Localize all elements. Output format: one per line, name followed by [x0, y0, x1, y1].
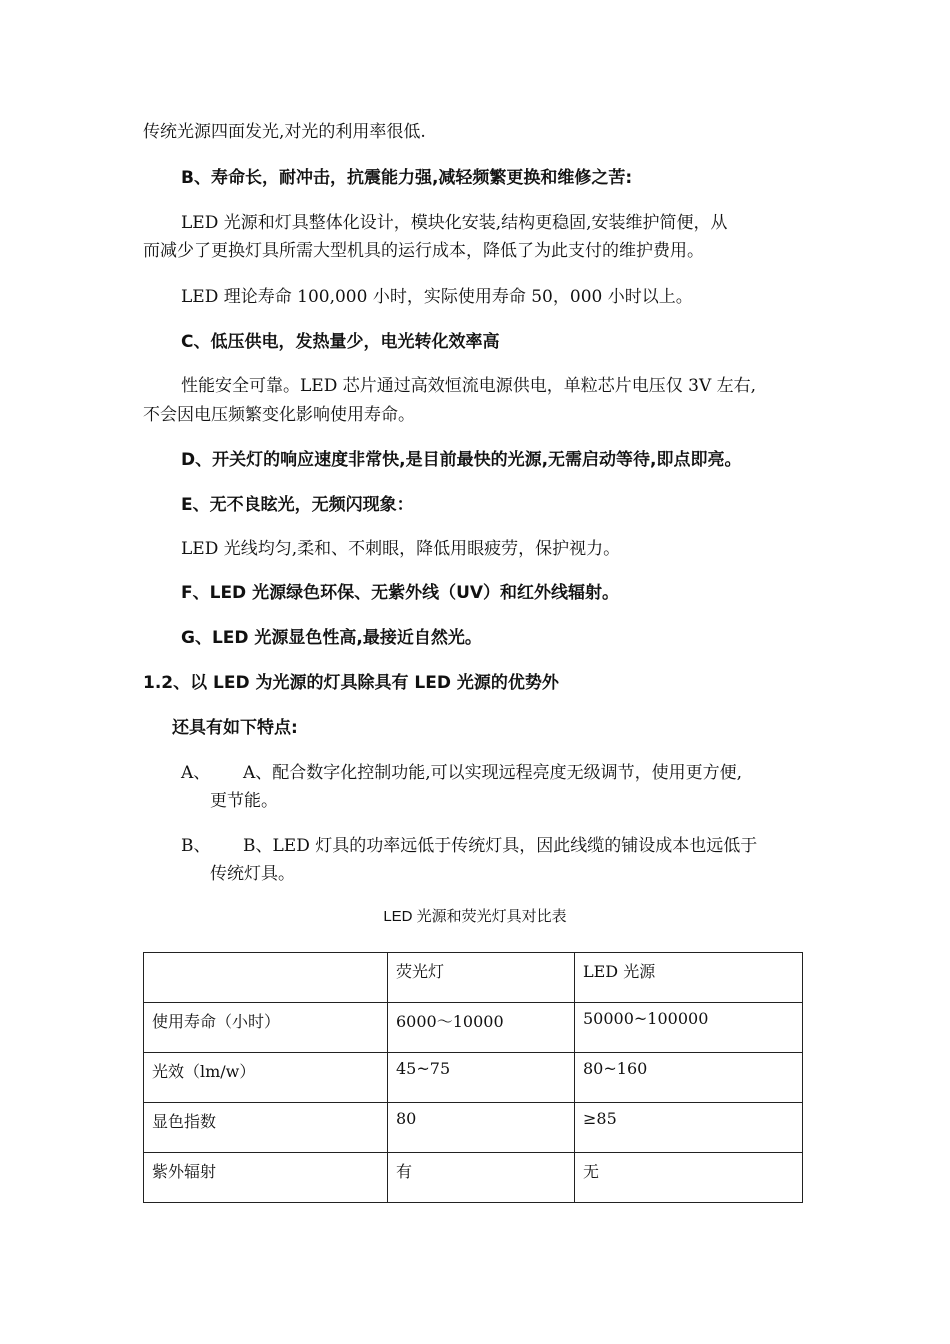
table-cell: 80 [388, 1103, 575, 1153]
section-heading-d: D、开关灯的响应速度非常快,是目前最快的光源,无需启动等待,即点即亮。 [181, 450, 742, 470]
table-cell: 无 [575, 1153, 803, 1203]
table-row [144, 1103, 803, 1153]
section-heading-c: C、低压供电，发热量少，电光转化效率高 [181, 332, 500, 352]
header-cell [144, 953, 388, 1003]
list-item-text: A、配合数字化控制功能,可以实现远程亮度无级调节，使用更方便, [243, 763, 743, 783]
table-caption: LED 光源和荧光灯具对比表 [383, 908, 567, 925]
table-cell: 6000～10000 [388, 1003, 575, 1053]
paragraph: 传统光源四面发光,对光的利用率很低. [143, 122, 426, 142]
table-cell: 50000~100000 [575, 1003, 803, 1053]
section-heading-b: B、寿命长，耐冲击，抗震能力强,减轻频繁更换和维修之苦: [181, 168, 633, 188]
list-item-text: 更节能。 [210, 791, 278, 811]
paragraph: LED 光线均匀,柔和、不刺眼，降低用眼疲劳，保护视力。 [181, 539, 621, 559]
table-cell: 显色指数 [144, 1103, 388, 1153]
list-marker: A、 [181, 763, 211, 783]
table-cell: 使用寿命（小时） [144, 1003, 388, 1053]
list-item-text: B、LED 灯具的功率远低于传统灯具，因此线缆的铺设成本也远低于 [243, 836, 758, 856]
section-heading-f: F、LED 光源绿色环保、无紫外线（UV）和红外线辐射。 [181, 583, 620, 603]
table-cell: ≥85 [575, 1103, 803, 1153]
table-cell: 80~160 [575, 1053, 803, 1103]
section-heading-g: G、LED 光源显色性高,最接近自然光。 [181, 628, 482, 648]
paragraph: LED 光源和灯具整体化设计，模块化安装,结构更稳固,安装维护简便，从 [181, 213, 728, 233]
paragraph: 而减少了更换灯具所需大型机具的运行成本，降低了为此支付的维护费用。 [143, 241, 704, 261]
header-cell: LED 光源 [575, 953, 803, 1003]
header-cell: 荧光灯 [388, 953, 575, 1003]
table-row [144, 1003, 803, 1053]
table-header-row [144, 953, 803, 1003]
table-row [144, 1053, 803, 1103]
section-heading-1-2: 1.2、以 LED 为光源的灯具除具有 LED 光源的优势外 [143, 673, 559, 693]
paragraph: 不会因电压频繁变化影响使用寿命。 [143, 405, 415, 425]
table-cell: 紫外辐射 [144, 1153, 388, 1203]
list-marker: B、 [181, 836, 211, 856]
table-cell: 45~75 [388, 1053, 575, 1103]
paragraph: LED 理论寿命 100,000 小时，实际使用寿命 50，000 小时以上。 [181, 287, 693, 307]
paragraph: 性能安全可靠。LED 芯片通过高效恒流电源供电，单粒芯片电压仅 3V 左右, [181, 376, 757, 396]
table-row [144, 1153, 803, 1203]
comparison-table [143, 952, 803, 1203]
list-item-text: 传统灯具。 [210, 864, 295, 884]
subheading: 还具有如下特点: [172, 718, 298, 738]
section-heading-e: E、无不良眩光，无频闪现象： [181, 495, 414, 515]
table-cell: 有 [388, 1153, 575, 1203]
table-cell: 光效（lm/w） [144, 1053, 388, 1103]
